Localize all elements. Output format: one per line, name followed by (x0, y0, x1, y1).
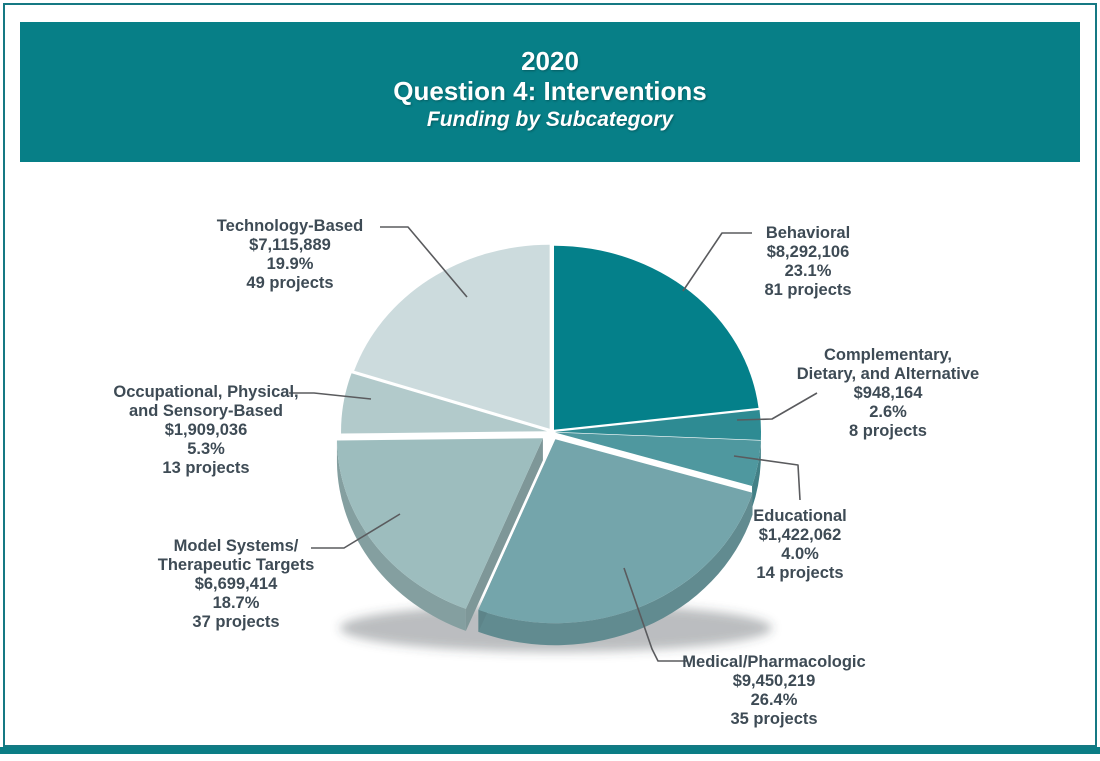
slice-label-line: 49 projects (246, 274, 334, 292)
slice-label-line: 14 projects (756, 564, 844, 582)
slice-label-line: 19.9% (266, 255, 314, 273)
slice-label-line: Technology-Based (216, 217, 364, 235)
slice-label-line: Therapeutic Targets (157, 556, 315, 574)
slice-label-medical (682, 653, 865, 729)
slice-label-line: $948,164 (853, 384, 923, 402)
slice-label-line: $1,422,062 (758, 526, 842, 544)
slice-label-model-systems (158, 537, 314, 632)
slice-label-line: Model Systems/ (173, 537, 299, 555)
slice-label-line: $6,699,414 (194, 575, 278, 593)
slice-label-line: Behavioral (765, 224, 851, 242)
slice-label-occupational (113, 383, 298, 478)
leader-line-behavioral (683, 233, 752, 291)
pie-slice-behavioral (554, 246, 759, 430)
slice-label-technology (217, 217, 363, 293)
slice-label-line: 8 projects (849, 422, 927, 440)
slice-label-line: Complementary, (823, 346, 953, 364)
header-subtitle: Funding by Subcategory (426, 107, 674, 131)
header-title: Question 4: Interventions (393, 75, 707, 106)
slice-label-educational (753, 507, 847, 583)
slice-label-line: Medical/Pharmacologic (682, 653, 866, 671)
slice-label-line: 4.0% (781, 545, 819, 563)
slice-label-line: Dietary, and Alternative (796, 365, 980, 383)
slice-label-line: $1,909,036 (164, 421, 248, 439)
bottom-rule (0, 747, 1100, 754)
slice-label-line: 23.1% (784, 262, 832, 280)
slice-label-line: $9,450,219 (732, 672, 816, 690)
slice-label-behavioral (764, 224, 851, 300)
slice-label-line: $7,115,889 (249, 236, 331, 254)
slice-label-line: 35 projects (730, 710, 818, 728)
slice-label-complementary (797, 346, 979, 441)
slice-label-line: 13 projects (162, 459, 250, 477)
slice-label-line: and Sensory-Based (128, 402, 284, 420)
slice-label-line: 2.6% (869, 403, 907, 421)
slice-label-line: Occupational, Physical, (113, 383, 299, 401)
header-year: 2020 (521, 45, 579, 76)
slice-label-line: $8,292,106 (766, 243, 850, 261)
slice-label-line: 26.4% (750, 691, 798, 709)
slice-label-line: 81 projects (764, 281, 852, 299)
slice-label-line: 18.7% (212, 594, 260, 612)
slice-label-line: 5.3% (187, 440, 225, 458)
slice-label-line: 37 projects (192, 613, 280, 631)
slice-label-line: Educational (753, 507, 847, 525)
